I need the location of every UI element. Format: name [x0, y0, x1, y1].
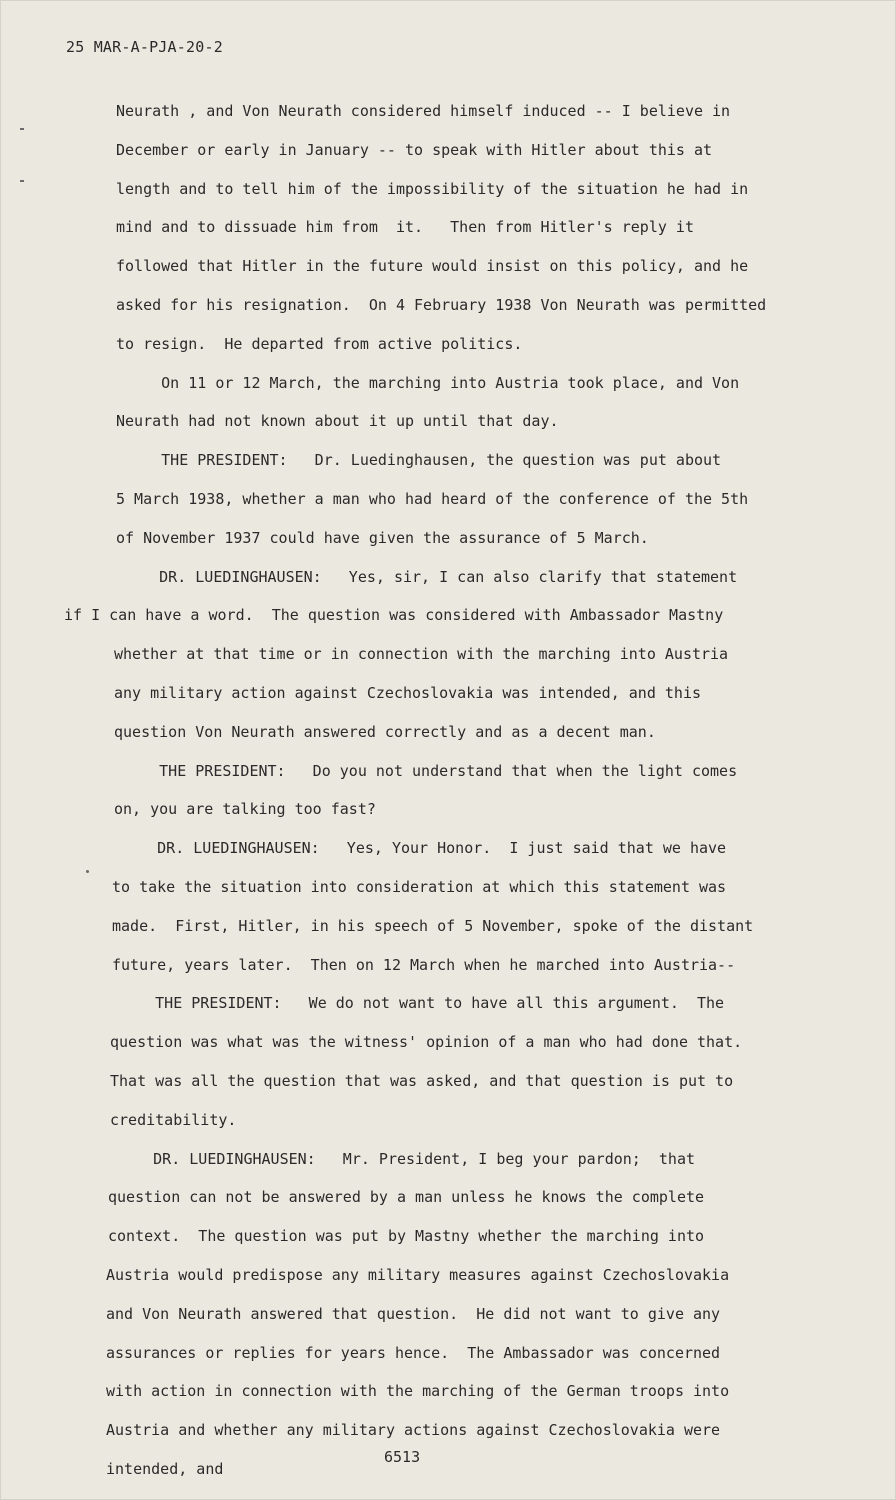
text-line: intended, and — [106, 1459, 224, 1478]
text-line: December or early in January -- to speak with Hitler about this at — [116, 140, 713, 159]
margin-mark — [20, 128, 24, 130]
text-line: THE PRESIDENT: Do you not understand that when the light comes — [114, 761, 738, 780]
text-line: if I can have a word. The question was considered with Ambassador Mastny — [64, 606, 724, 625]
text-line: Neurath , and Von Neurath considered himself induced -- I believe in — [116, 102, 731, 120]
text-line: That was all the question that was asked, and that question is put to — [110, 1071, 734, 1090]
text-line: creditability. — [110, 1110, 237, 1129]
text-line: any military action against Czechoslovakia was intended, and this — [114, 683, 701, 702]
text-line: whether at that time or in connection with the marching into Austria — [114, 645, 729, 664]
text-line: question Von Neurath answered correctly and as a decent man. — [114, 722, 656, 741]
text-line: THE PRESIDENT: We do not want to have all this argument. The — [110, 994, 725, 1013]
text-line: Neurath had not known about it up until that day. — [116, 412, 559, 431]
document-id: 25 MAR-A-PJA-20-2 — [66, 38, 223, 56]
text-line: made. First, Hitler, in his speech of 5 November, spoke of the distant — [112, 916, 754, 935]
text-line: length and to tell him of the impossibility of the situation he had in — [116, 179, 749, 198]
text-line: future, years later. Then on 12 March when he marched into Austria-- — [112, 955, 736, 974]
text-line: Austria and whether any military actions against Czechoslovakia were — [106, 1421, 721, 1440]
text-line: on, you are talking too fast? — [114, 800, 376, 819]
text-line: DR. LUEDINGHAUSEN: Yes, sir, I can also clarify that statement — [114, 567, 738, 586]
text-line: assurances or replies for years hence. The Ambassador was concerned — [106, 1343, 721, 1362]
margin-mark — [86, 870, 89, 873]
text-line: DR. LUEDINGHAUSEN: Yes, Your Honor. I just said that we have — [112, 839, 727, 858]
transcript-body — [64, 92, 824, 1489]
text-line: question can not be answered by a man unless he knows the complete — [108, 1188, 705, 1207]
text-line: DR. LUEDINGHAUSEN: Mr. President, I beg your pardon; that — [108, 1149, 695, 1168]
page-number: 6513 — [384, 1448, 421, 1466]
margin-mark — [20, 180, 24, 182]
text-line: context. The question was put by Mastny whether the marching into — [108, 1227, 705, 1246]
text-line: mind and to dissuade him from it. Then from Hitler's reply it — [116, 218, 694, 237]
text-line: THE PRESIDENT: Dr. Luedinghausen, the question was put about — [116, 451, 722, 470]
text-line: question was what was the witness' opinion of a man who had done that. — [110, 1033, 743, 1052]
text-line: to take the situation into consideration at which this statement was — [112, 877, 727, 896]
text-line: followed that Hitler in the future would insist on this policy, and he — [116, 257, 749, 276]
text-line: asked for his resignation. On 4 February 1938 Von Neurath was permitted — [116, 295, 767, 314]
text-line: 5 March 1938, whether a man who had heard of the conference of the 5th — [116, 489, 749, 508]
text-line: On 11 or 12 March, the marching into Austria took place, and Von — [116, 373, 740, 392]
text-line: of November 1937 could have given the assurance of 5 March. — [116, 528, 649, 547]
text-line: with action in connection with the marching of the German troops into — [106, 1382, 730, 1401]
text-line: to resign. He departed from active politics. — [116, 334, 523, 353]
text-line: Austria would predispose any military measures against Czechoslovakia — [106, 1265, 730, 1284]
text-line: and Von Neurath answered that question. He did not want to give any — [106, 1304, 721, 1323]
